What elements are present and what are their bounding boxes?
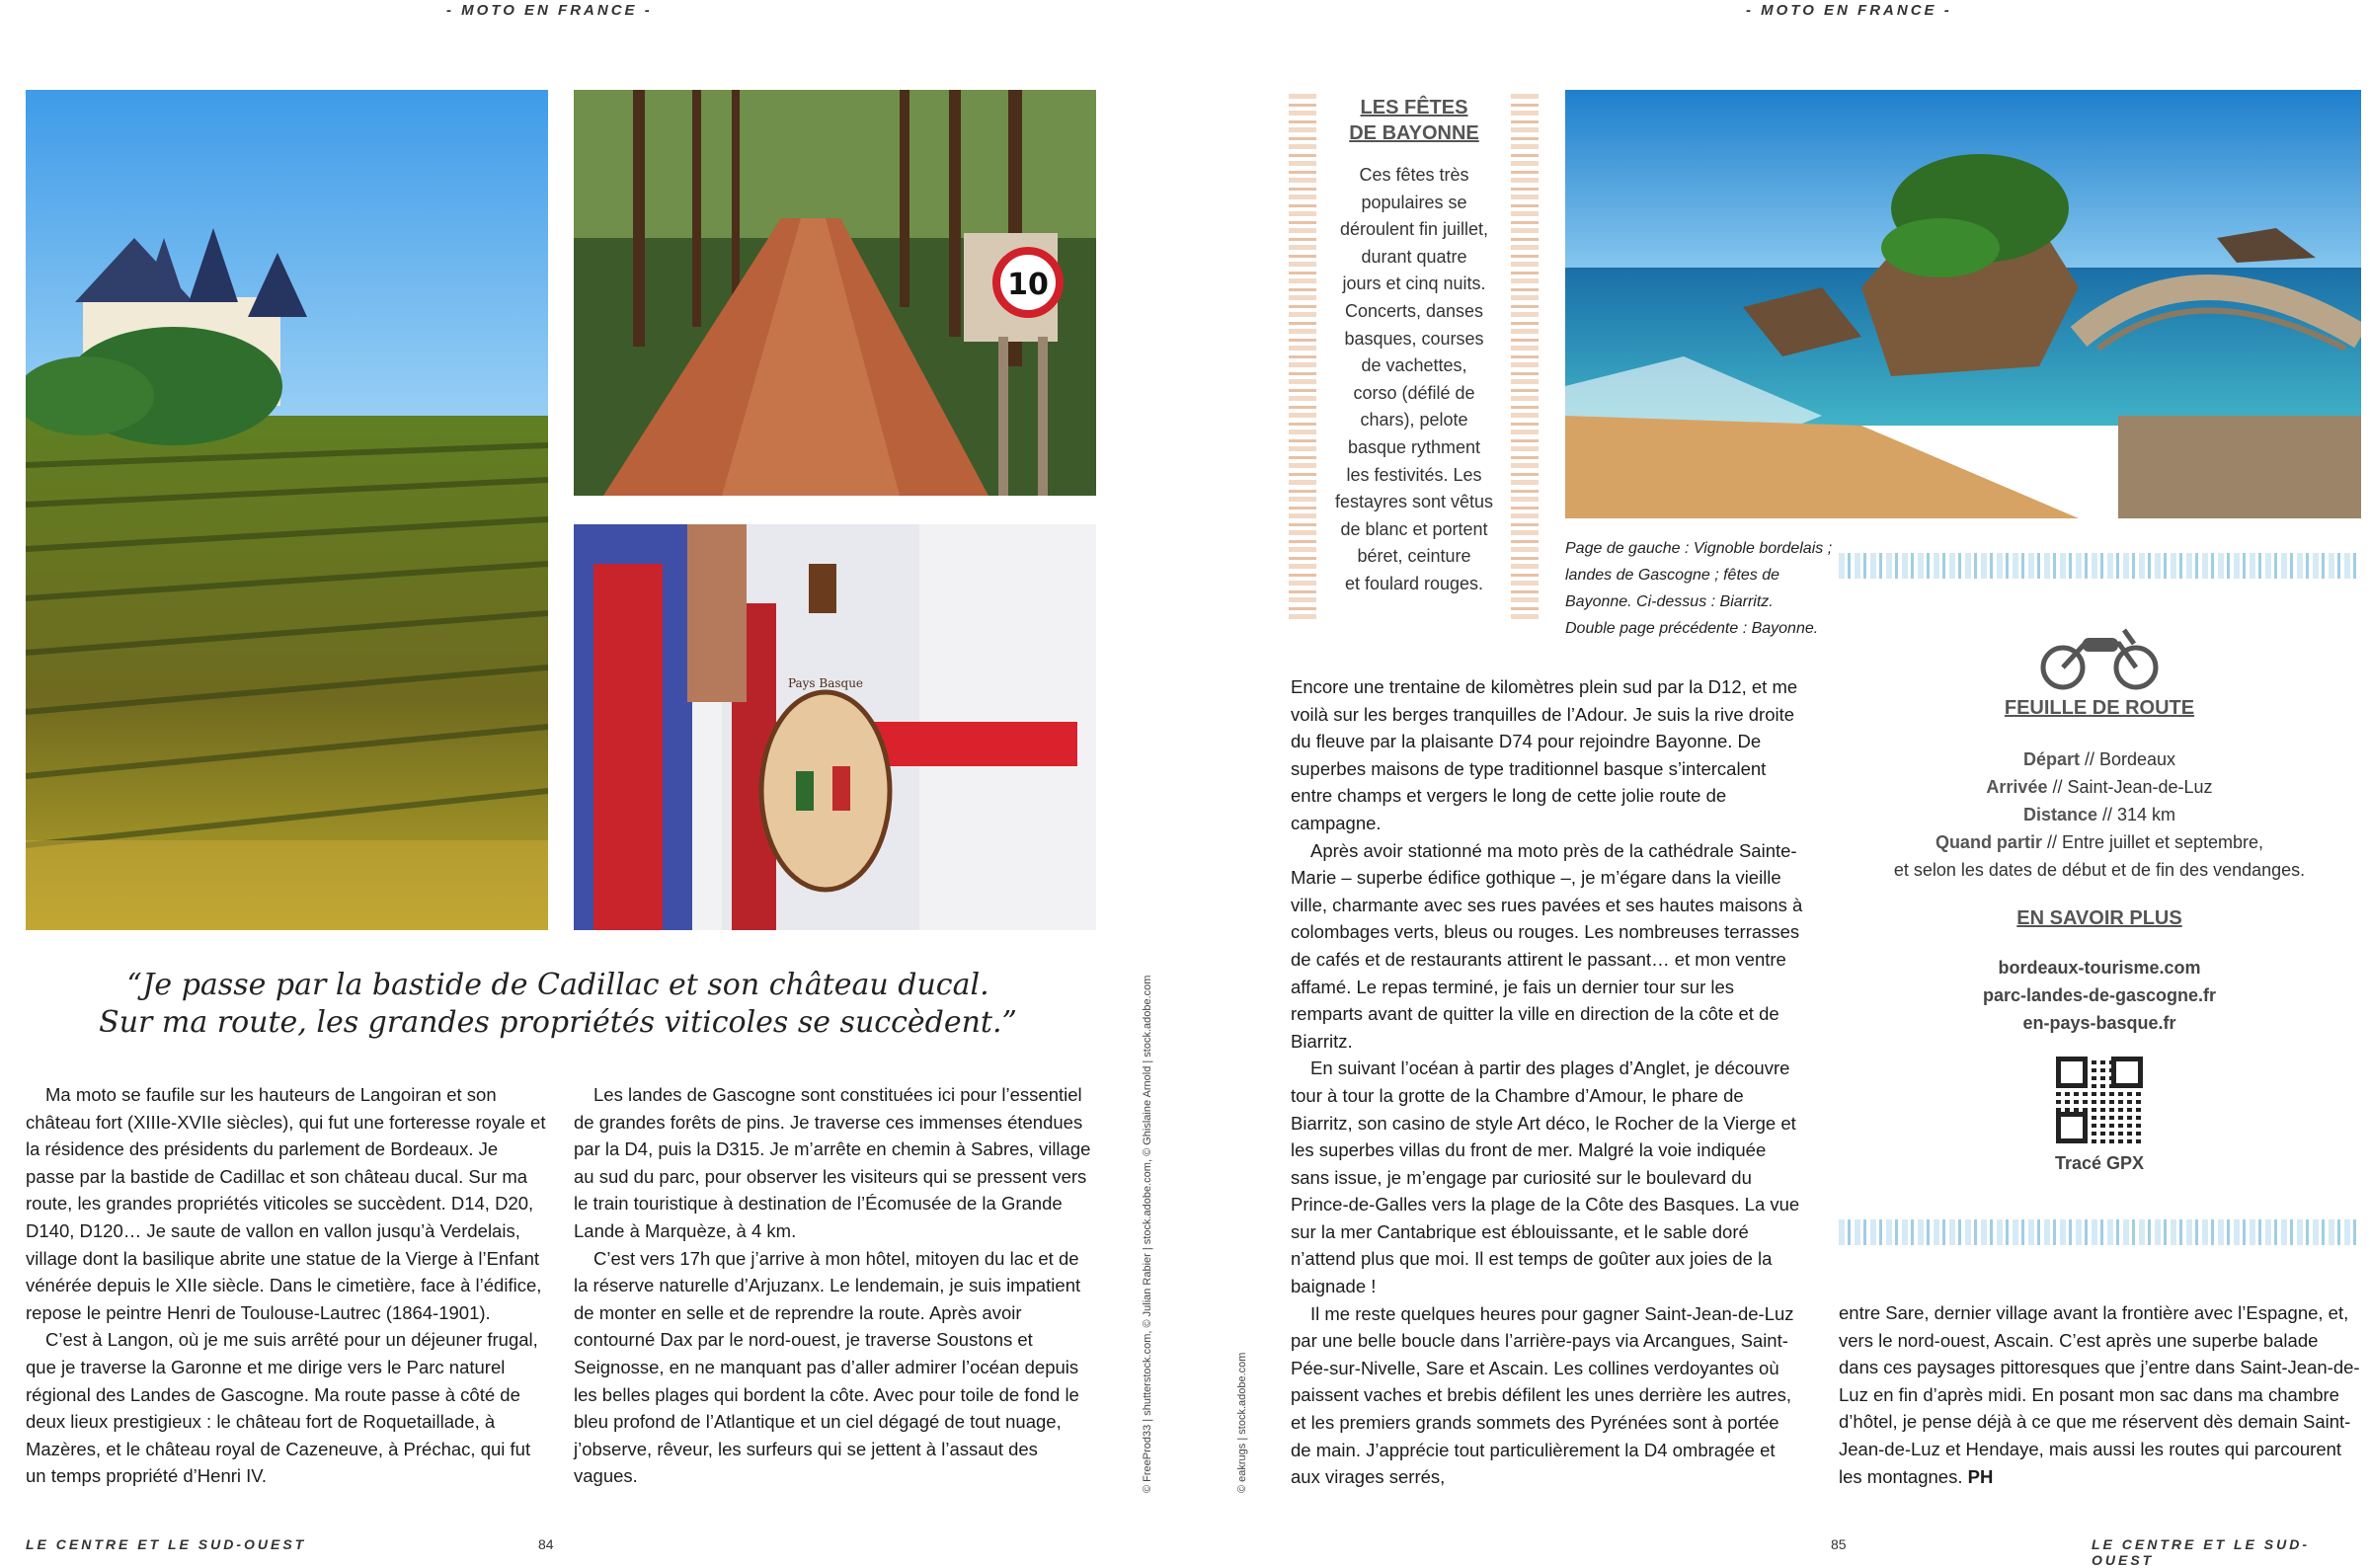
- roadbook-arrivee: Arrivée // Saint-Jean-de-Luz: [1986, 777, 2213, 797]
- roadbook-panel: [1839, 618, 2360, 1177]
- fetes-line: festayres sont vêtus: [1334, 492, 1494, 512]
- caption-line: landes de Gascogne ; fêtes de: [1565, 567, 1780, 584]
- footer-section-left: LE CENTRE ET LE SUD-OUEST: [26, 1536, 307, 1552]
- forest-road-photo: [574, 90, 1096, 496]
- caption-line: Bayonne. Ci-dessus : Biarritz.: [1565, 593, 1774, 610]
- link-bordeaux-tourisme[interactable]: bordeaux-tourisme.com: [1998, 958, 2201, 978]
- footer-section-right: LE CENTRE ET LE SUD-OUEST: [2092, 1536, 2311, 1568]
- paragraph: Encore une trentaine de kilomètres plein sud par la D12, et me voilà sur les berges tranquilles de l’Adour. Je suis la rive droite du fleuve par la plaisante D74 pour rejoindre Bayonne. De superbes maisons de type traditionnel basque s’intercalent entre champs et vergers le long de cette jolie route de campagne.: [1291, 676, 1798, 833]
- page-number-left: 84: [538, 1536, 554, 1552]
- pull-quote-line2: Sur ma route, les grandes propriétés viticoles se succèdent.”: [99, 1005, 1017, 1040]
- biarritz-photo: [1565, 90, 2361, 518]
- author-signature: PH: [1967, 1465, 1994, 1487]
- fetes-line: durant quatre: [1361, 246, 1467, 267]
- fetes-title-line1: LES FÊTES: [1360, 97, 1468, 118]
- paragraph: Après avoir stationné ma moto près de la cathédrale Sainte-Marie – superbe édifice gothique –, je m’égare dans la vieille ville, charmante avec ses rues pavées et ses hautes maisons à colombages verts, bleus ou rouges. Les nombreuses terrasses de cafés et de restaurants attirent le passant… et mon ventre affamé. Le repas terminé, je fais un dernier tour sur les remparts avant de quitter la ville en direction de la côte et de Biarritz.: [1291, 839, 1803, 1052]
- paragraph: Les landes de Gascogne sont constituées ici pour l’essentiel de grandes forêts de pins. Je traverse ces immenses étendues par la D4, puis la D315. Je m’arrête en chemin à Sabres, village au sud du parc, pour observer les visiteurs qui se pressent vers le train touristique à destination de l’Écomusée de la Grande Lande à Marquèze, à 4 km.: [574, 1084, 1091, 1241]
- qr-label: Tracé GPX: [2054, 1153, 2145, 1173]
- fetes-line: les festivités. Les: [1346, 464, 1482, 485]
- box-border-right: [1511, 90, 1539, 619]
- article-column-2: [574, 1081, 1097, 1490]
- photo-credit-left: © FreeProd33 | shutterstock.com, © Julian Rabier | stock.adobe.com, © Ghislaine Arnold | stock.adobe.com: [1142, 975, 1153, 1493]
- fetes-line: corso (défilé de: [1353, 382, 1475, 403]
- fetes-line: basque rythment: [1347, 436, 1481, 457]
- article-column-3: [1291, 673, 1804, 1491]
- link-parc-landes[interactable]: parc-landes-de-gascogne.fr: [1982, 985, 2217, 1005]
- photo-credit-right: © eakrugs | stock.adobe.com: [1236, 1352, 1248, 1493]
- fetes-sidebar: [1319, 95, 1509, 598]
- motorcycle-icon: [1839, 618, 2360, 693]
- paragraph: C’est à Langon, où je me suis arrêté pour un déjeuner frugal, que je traverse la Garonne et me dirige vers le Parc naturel régional des Landes de Gascogne. Ma route passe à côté de deux lieux prestigieux : le château fort de Roquetaillade, à Mazères, et le château royal de Cazeneuve, à Préchac, qui fut un temps propriété d’Henri IV.: [26, 1329, 538, 1487]
- festival-photo: [574, 524, 1096, 930]
- fetes-line: déroulent fin juillet,: [1339, 219, 1489, 240]
- stripe-divider-top: [1839, 553, 2360, 579]
- fetes-text: [1319, 162, 1509, 598]
- fetes-line: Ces fêtes très: [1359, 165, 1469, 185]
- fetes-line: populaires se: [1361, 192, 1467, 212]
- photo-caption: [1565, 535, 1852, 642]
- roadbook-quand: Quand partir // Entre juillet et septembre,: [1935, 832, 2264, 852]
- paragraph: entre Sare, dernier village avant la frontière avec l’Espagne, et, vers le nord-ouest, Ascain. C’est après une superbe balade dans ces paysages pittoresques que j’entre dans Saint-Jean-de-Luz en fin d’après midi. En posant mon sac dans ma chambre d’hôtel, je pense déjà à ce que me réservent dès demain Saint-Jean-de-Luz et Hendaye, mais aussi les routes qui parcourent les montagnes. PH: [1839, 1302, 2360, 1487]
- article-column-1: [26, 1081, 549, 1490]
- speed-sign-number: 10: [1007, 268, 1049, 302]
- fetes-line: de vachettes,: [1361, 355, 1467, 376]
- caption-line: Page de gauche : Vignoble bordelais ;: [1565, 540, 1833, 557]
- roadbook-quand-detail: et selon les dates de début et de fin des vendanges.: [1893, 860, 2306, 880]
- fetes-line: béret, ceinture: [1357, 546, 1471, 567]
- pull-quote-line1: “Je passe par la bastide de Cadillac et son château ducal.: [126, 968, 989, 1002]
- paragraph: Il me reste quelques heures pour gagner Saint-Jean-de-Luz par une belle boucle dans l’arrière-pays via Arcangues, Saint-Pée-sur-Nivelle, Sare et Ascain. Les collines verdoyantes où paissent vaches et brebis défilent les unes derrière les autres, et les premiers grands sommets des Pyrénées sont à portée de main. J’apprécie tout particulièrement la D4 ombragée et aux virages serrés,: [1291, 1302, 1794, 1488]
- fetes-line: basques, courses: [1344, 328, 1484, 349]
- roadbook-title: FEUILLE DE ROUTE: [2004, 697, 2195, 719]
- roadbook-distance: Distance // 314 km: [2022, 805, 2176, 824]
- fetes-line: et foulard rouges.: [1344, 573, 1484, 593]
- qr-code-icon[interactable]: [2056, 1057, 2143, 1143]
- pull-quote: [40, 967, 1076, 1042]
- fetes-title-line2: DE BAYONNE: [1349, 122, 1479, 144]
- caption-line: Double page précédente : Bayonne.: [1565, 620, 1819, 637]
- running-head-right: - MOTO EN FRANCE -: [1746, 2, 1952, 19]
- link-pays-basque[interactable]: en-pays-basque.fr: [2022, 1013, 2176, 1033]
- running-head-left: - MOTO EN FRANCE -: [446, 2, 653, 19]
- article-column-4: [1839, 1299, 2360, 1490]
- roadbook-depart: Départ // Bordeaux: [2022, 749, 2176, 769]
- gourd-label: Pays Basque: [787, 676, 864, 690]
- paragraph: C’est vers 17h que j’arrive à mon hôtel, mitoyen du lac et de la réserve naturelle d’Arjuzanx. Le lendemain, je suis impatient de monter en selle et de reprendre la route. Après avoir contourné Dax par le nord-ouest, je traverse Soustons et Seignosse, en ne manquant pas d’aller admirer l’océan depuis les belles plages qui bordent la côte. Avec pour toile de fond le bleu profond de l’Atlantique et un ciel dégagé de tout nuage, j’observe, rêveur, les surfeurs qui se jettent à l’assaut des vagues.: [574, 1247, 1081, 1487]
- fetes-line: jours et cinq nuits.: [1342, 274, 1486, 294]
- fetes-line: Concerts, danses: [1344, 300, 1484, 321]
- fetes-line: chars), pelote: [1360, 410, 1468, 431]
- page-number-right: 85: [1831, 1536, 1847, 1552]
- more-info-title: EN SAVOIR PLUS: [2016, 907, 2182, 929]
- vineyard-photo: [26, 90, 548, 930]
- stripe-divider-bottom: [1839, 1219, 2360, 1245]
- paragraph: Ma moto se faufile sur les hauteurs de Langoiran et son château fort (XIIIe-XVIIe siècles), qui fut une forteresse royale et la résidence des présidents du parlement de Bordeaux. Je passe par la bastide de Cadillac et son château ducal. Sur ma route, les grandes propriétés viticoles se succèdent. D14, D20, D140, D120… Je saute de vallon en vallon jusqu’à Verdelais, village dont la basilique abrite une statue de la Vierge à l’Enfant vénérée depuis le XIIe siècle. Dans le cimetière, face à l’édifice, repose le peintre Henri de Toulouse-Lautrec (1864-1901).: [26, 1084, 546, 1323]
- box-border-left: [1289, 90, 1316, 619]
- paragraph: En suivant l’océan à partir des plages d’Anglet, je découvre tour à tour la grotte de la Chambre d’Amour, le phare de Biarritz, son casino de style Art déco, le Rocher de la Vierge et les superbes villas du front de mer. Malgré la voie indiquée sans issue, je m’engage par curiosité sur le boulevard du Prince-de-Galles vers la plage de la Côte des Basques. La vue sur la mer Cantabrique est éblouissante, et le sable doré n’attend plus que moi. Il est temps de goûter aux joies de la baignade !: [1291, 1058, 1800, 1297]
- fetes-line: de blanc et portent: [1340, 518, 1488, 539]
